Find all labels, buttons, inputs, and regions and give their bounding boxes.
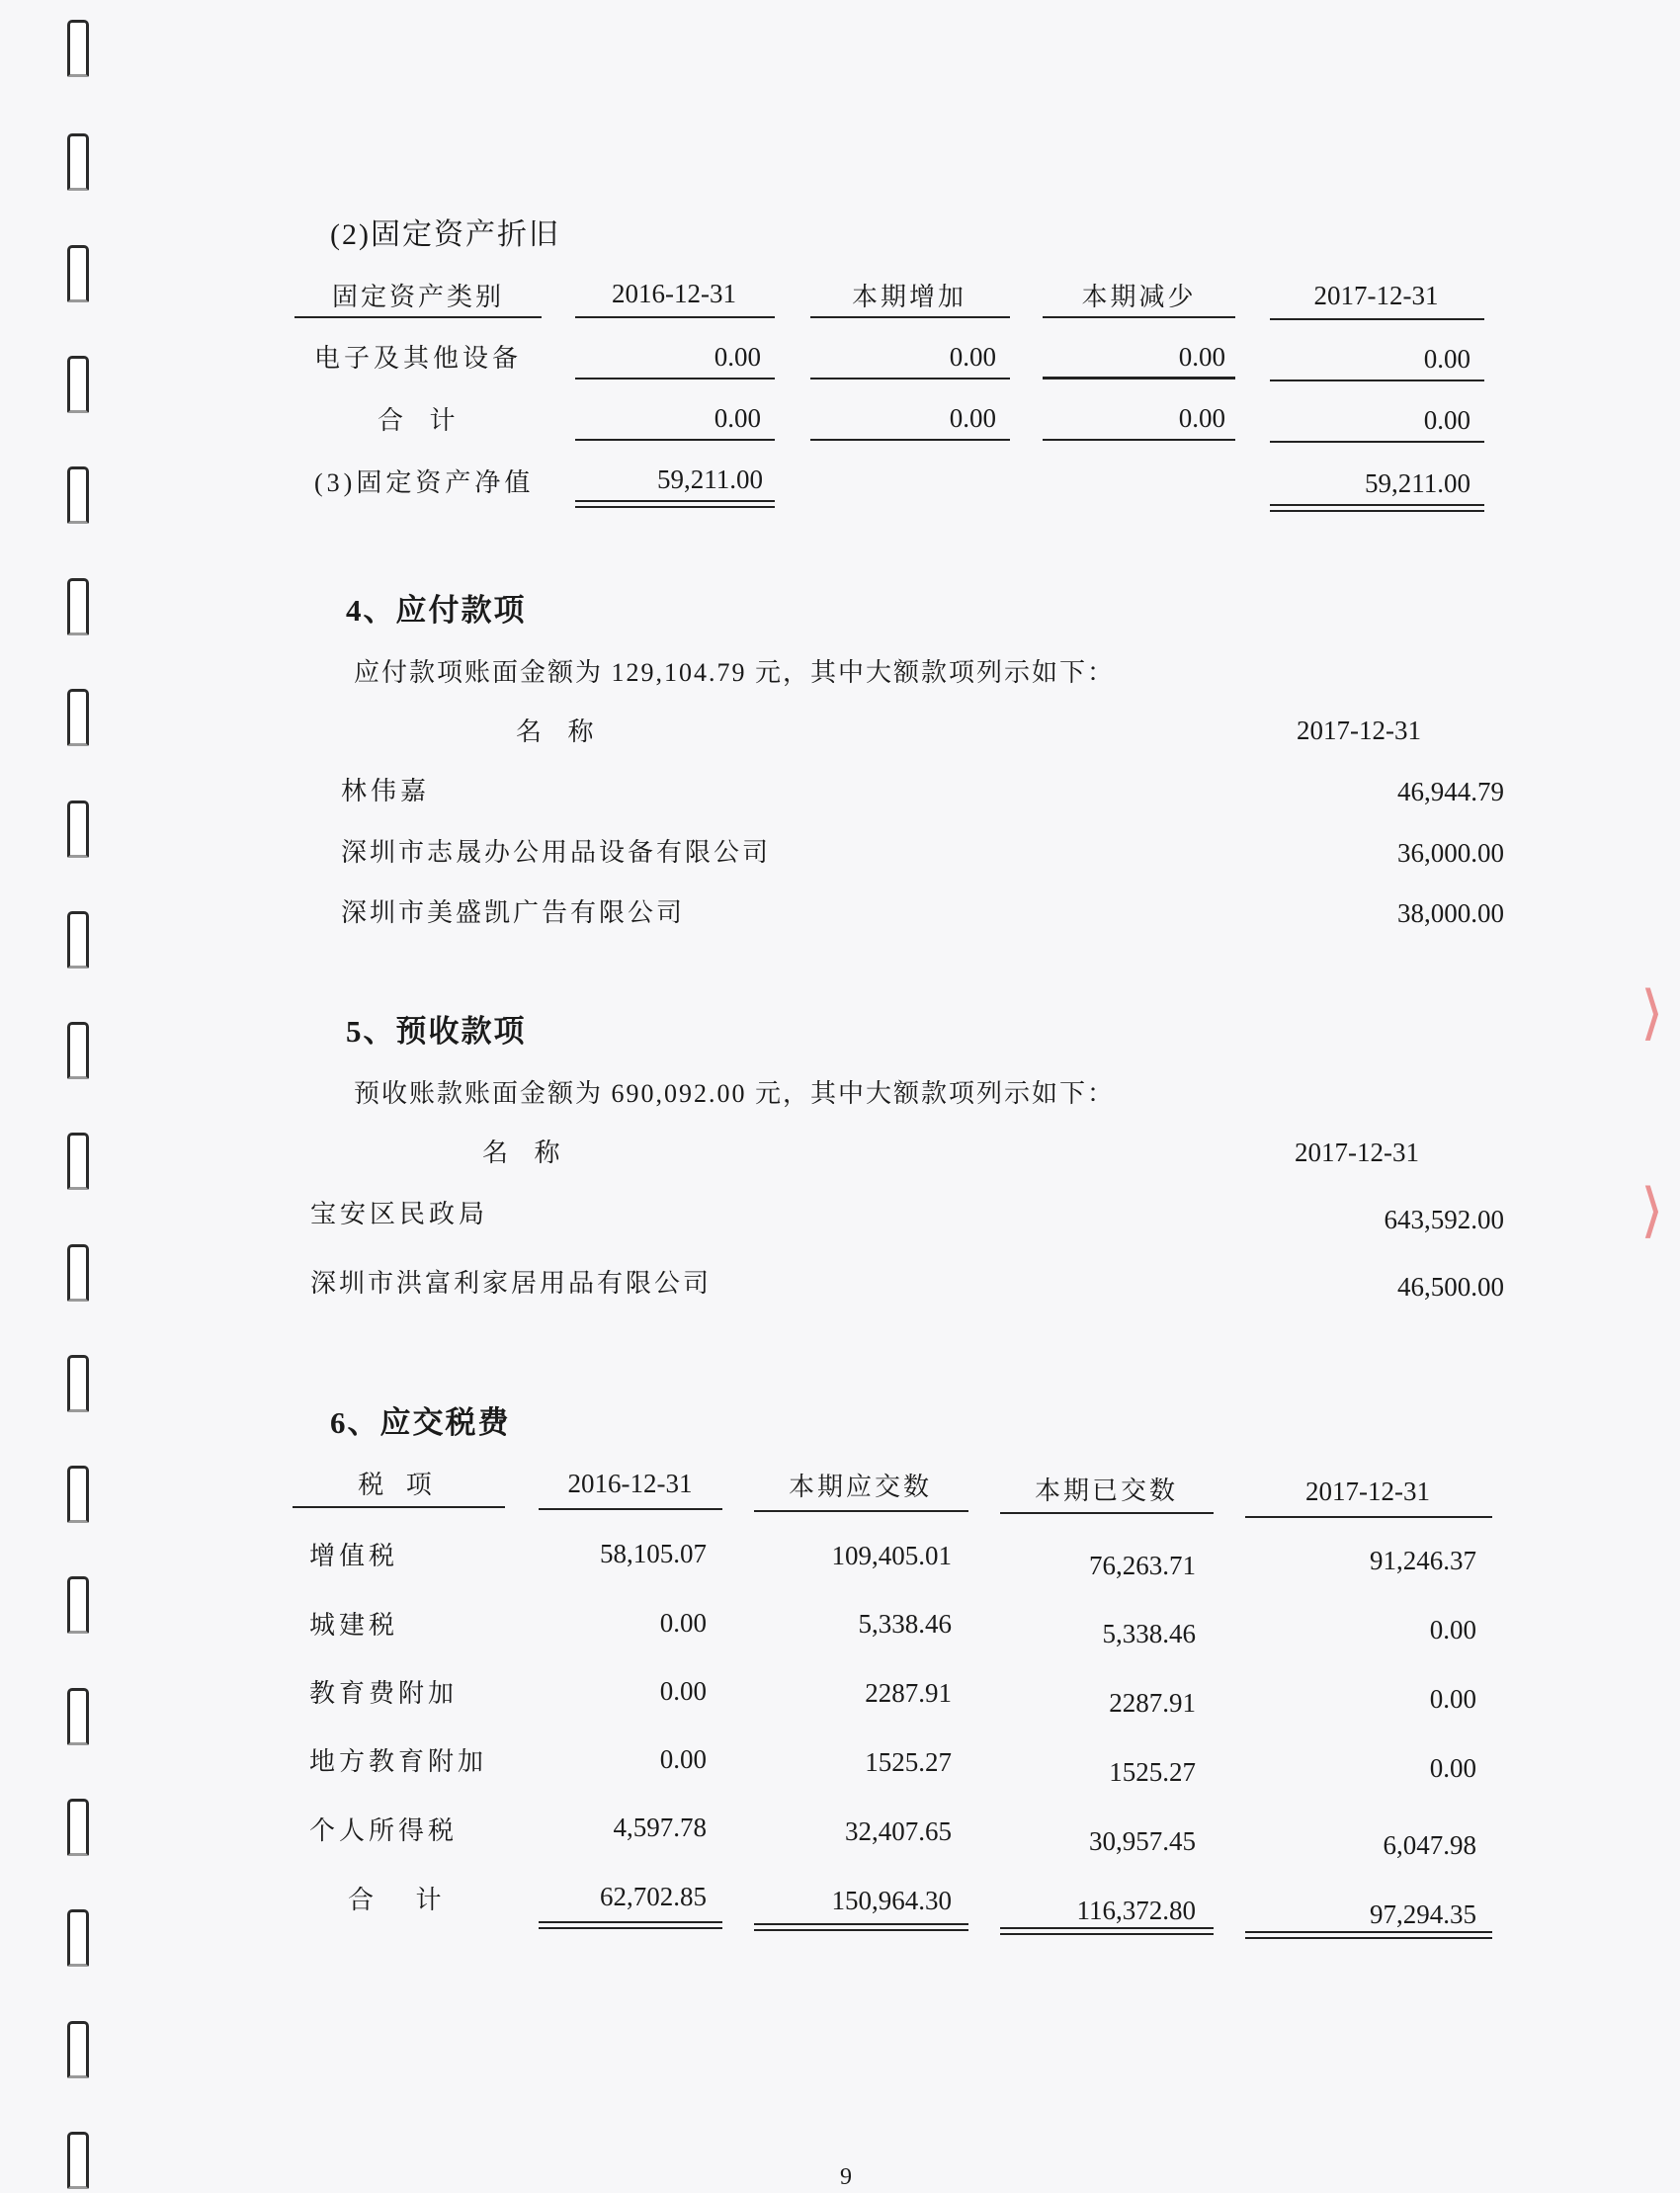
- payables-description: 应付款项账面金额为 129,104.79 元，其中大额款项列示如下：: [354, 658, 1116, 687]
- net-value-end: 59,211.00: [1365, 468, 1470, 498]
- net-value-label: (3)固定资产净值: [314, 468, 535, 497]
- advance-receipts-header-name: 名 称: [482, 1139, 570, 1167]
- tax-row-label: 教育费附加: [309, 1679, 459, 1708]
- payables-item-amount: 36,000.00: [1397, 838, 1504, 868]
- tax-row-value: 1525.27: [865, 1747, 952, 1777]
- tax-row-value: 2287.91: [1109, 1688, 1196, 1718]
- depreciation-row-label: 电子及其他设备: [314, 344, 523, 373]
- depreciation-total-value: 0.00: [1423, 405, 1470, 435]
- taxes-title: 6、应交税费: [330, 1405, 511, 1440]
- tax-total-value: 116,372.80: [1076, 1896, 1196, 1925]
- binder-hole: [67, 689, 89, 746]
- tax-row-value: 6,047.98: [1383, 1830, 1476, 1860]
- depreciation-total-value: 0.00: [1178, 403, 1225, 433]
- tax-row-value: 4,597.78: [613, 1813, 707, 1842]
- depreciation-total-value: 0.00: [949, 403, 996, 433]
- tax-row-value: 32,407.65: [845, 1816, 952, 1846]
- tax-row-value: 0.00: [1429, 1684, 1476, 1714]
- depreciation-row-value: 0.00: [714, 342, 761, 372]
- payables-item-name: 深圳市美盛凯广告有限公司: [341, 898, 686, 927]
- depreciation-header-category: 固定资产类别: [331, 283, 504, 311]
- tax-row-value: 30,957.45: [1089, 1826, 1196, 1856]
- depreciation-header-end: 2017-12-31: [1313, 281, 1439, 310]
- tax-row-value: 0.00: [659, 1608, 707, 1638]
- depreciation-row-value: 0.00: [1178, 342, 1225, 372]
- net-value-begin: 59,211.00: [657, 464, 763, 494]
- depreciation-header-begin: 2016-12-31: [612, 279, 736, 308]
- tax-total-label: 合 计: [348, 1886, 460, 1914]
- payables-item-amount: 46,944.79: [1397, 777, 1504, 806]
- advance-receipts-item-name: 宝安区民政局: [310, 1200, 489, 1228]
- tax-total-value: 150,964.30: [831, 1886, 952, 1915]
- tax-row-value: 0.00: [1429, 1753, 1476, 1783]
- binder-hole: [67, 1909, 89, 1967]
- advance-receipts-description: 预收账款账面金额为 690,092.00 元，其中大额款项列示如下：: [354, 1079, 1116, 1108]
- depreciation-title: (2)固定资产折旧: [330, 218, 560, 251]
- tax-row-value: 2287.91: [865, 1678, 952, 1708]
- binder-hole: [67, 1466, 89, 1523]
- binder-hole: [67, 20, 89, 77]
- tax-row-value: 58,105.07: [600, 1539, 707, 1568]
- advance-receipts-title: 5、预收款项: [346, 1014, 527, 1049]
- depreciation-total-label: 合 计: [378, 406, 465, 435]
- tax-row-value: 5,338.46: [1102, 1619, 1196, 1648]
- payables-header-name: 名 称: [516, 717, 604, 746]
- binder-holes: [67, 0, 97, 2193]
- depreciation-header-increase: 本期增加: [851, 283, 966, 311]
- page-number: 9: [840, 2164, 852, 2190]
- stamp-mark: ⟩: [1640, 1178, 1664, 1243]
- binder-hole: [67, 1244, 89, 1302]
- binder-hole: [67, 1022, 89, 1079]
- depreciation-row-value: 0.00: [949, 342, 996, 372]
- tax-row-value: 0.00: [659, 1676, 707, 1706]
- taxes-header-begin: 2016-12-31: [567, 1469, 693, 1498]
- binder-hole: [67, 1688, 89, 1745]
- taxes-header-payable: 本期应交数: [788, 1473, 932, 1501]
- tax-row-value: 5,338.46: [858, 1609, 952, 1639]
- binder-hole: [67, 133, 89, 191]
- tax-row-value: 0.00: [659, 1744, 707, 1774]
- tax-total-value: 62,702.85: [600, 1882, 707, 1911]
- payables-header-date: 2017-12-31: [1297, 716, 1421, 745]
- binder-hole: [67, 245, 89, 302]
- tax-row-value: 1525.27: [1109, 1757, 1196, 1787]
- tax-row-value: 0.00: [1429, 1615, 1476, 1645]
- payables-item-name: 林伟嘉: [341, 777, 431, 805]
- stamp-mark: ⟩: [1640, 980, 1664, 1046]
- binder-hole: [67, 466, 89, 524]
- advance-receipts-header-date: 2017-12-31: [1295, 1138, 1419, 1167]
- payables-item-name: 深圳市志晟办公用品设备有限公司: [341, 838, 772, 867]
- tax-row-label: 地方教育附加: [309, 1747, 488, 1776]
- binder-hole: [67, 356, 89, 413]
- advance-receipts-item-name: 深圳市洪富利家居用品有限公司: [310, 1269, 713, 1298]
- tax-row-value: 109,405.01: [831, 1541, 952, 1570]
- binder-hole: [67, 2132, 89, 2189]
- tax-row-label: 增值税: [309, 1542, 399, 1570]
- binder-hole: [67, 1576, 89, 1634]
- binder-hole: [67, 801, 89, 858]
- binder-hole: [67, 911, 89, 969]
- tax-row-value: 76,263.71: [1089, 1551, 1196, 1580]
- advance-receipts-item-amount: 643,592.00: [1384, 1205, 1504, 1234]
- depreciation-row-value: 0.00: [1423, 344, 1470, 374]
- depreciation-header-decrease: 本期减少: [1081, 283, 1197, 311]
- binder-hole: [67, 1355, 89, 1412]
- binder-hole: [67, 1799, 89, 1856]
- taxes-header-end: 2017-12-31: [1305, 1476, 1430, 1506]
- taxes-header-item: 税 项: [358, 1471, 440, 1499]
- taxes-header-paid: 本期已交数: [1034, 1476, 1178, 1505]
- tax-row-label: 城建税: [309, 1611, 399, 1640]
- binder-hole: [67, 2021, 89, 2078]
- depreciation-total-value: 0.00: [714, 403, 761, 433]
- tax-row-label: 个人所得税: [309, 1816, 459, 1845]
- advance-receipts-item-amount: 46,500.00: [1397, 1272, 1504, 1302]
- payables-item-amount: 38,000.00: [1397, 898, 1504, 928]
- tax-total-value: 97,294.35: [1370, 1899, 1476, 1929]
- binder-hole: [67, 1133, 89, 1190]
- tax-row-value: 91,246.37: [1370, 1546, 1476, 1575]
- binder-hole: [67, 578, 89, 635]
- payables-title: 4、应付款项: [346, 593, 527, 628]
